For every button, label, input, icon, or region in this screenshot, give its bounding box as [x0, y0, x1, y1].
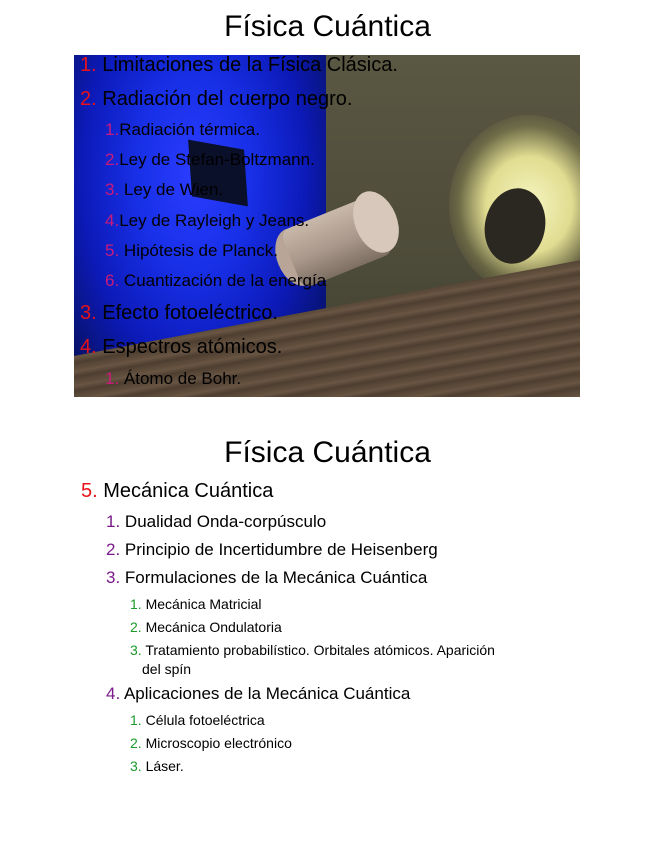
item-number: 6.	[105, 271, 120, 290]
outline-subitem	[105, 241, 278, 260]
item-number: 4.	[105, 211, 120, 230]
list-item	[130, 596, 262, 613]
item-text: Ley de Wien.	[119, 180, 224, 199]
item-number: 1.	[80, 54, 97, 76]
item-number: 3.	[130, 758, 142, 774]
item-text: del spín	[142, 661, 192, 677]
item-number: 3.	[106, 568, 121, 587]
item-text: Formulaciones de la Mecánica Cuántica	[120, 568, 428, 587]
item-number: 2.	[106, 540, 121, 559]
slide1-title: Física Cuántica	[224, 10, 431, 43]
item-text: Célula fotoeléctrica	[141, 712, 265, 728]
list-item	[106, 568, 427, 587]
item-number: 2.	[130, 735, 142, 751]
item-text: Mecánica Ondulatoria	[141, 619, 282, 635]
outline-subitem	[105, 180, 223, 199]
item-text: Cuantización de la energía	[119, 271, 327, 290]
item-number: 1.	[106, 512, 121, 531]
outline-subitem	[105, 271, 326, 290]
item-text: Hipótesis de Planck.	[119, 241, 278, 260]
item-text: Láser.	[141, 758, 184, 774]
outline-item	[80, 302, 278, 324]
item-text: Principio de Incertidumbre de Heisenberg	[120, 540, 438, 559]
item-text: Dualidad Onda-corpúsculo	[120, 512, 327, 531]
outline-subitem	[105, 120, 260, 139]
item-text: Espectros atómicos.	[96, 336, 283, 358]
item-text: Radiación del cuerpo negro.	[96, 88, 353, 110]
list-item	[130, 735, 292, 752]
item-number: 1.	[105, 369, 120, 388]
outline-subitem	[105, 369, 241, 388]
list-item	[106, 540, 438, 559]
item-number: 3.	[80, 302, 97, 324]
outline-item	[80, 336, 282, 358]
item-number: 1.	[130, 712, 142, 728]
item-text: Efecto fotoeléctrico.	[96, 302, 278, 324]
list-item	[106, 512, 326, 531]
item-text: Radiación térmica.	[119, 120, 260, 139]
outline-subitem	[105, 211, 309, 230]
list-item	[130, 642, 495, 659]
item-number: 3.	[130, 642, 142, 658]
outline-item	[80, 54, 398, 76]
item-text: Limitaciones de la Física Clásica.	[96, 54, 398, 76]
item-text: Microscopio electrónico	[141, 735, 292, 751]
item-text: Átomo de Bohr.	[119, 369, 242, 388]
slide2-title: Física Cuántica	[224, 436, 431, 469]
item-number: 2.	[80, 88, 97, 110]
item-number: 5.	[105, 241, 120, 260]
list-item	[130, 619, 282, 636]
list-item-continuation	[142, 661, 191, 678]
item-number: 4.	[80, 336, 97, 358]
item-text: Mecánica Matricial	[141, 596, 262, 612]
list-item	[130, 758, 184, 775]
item-number: 1.	[105, 120, 120, 139]
list-item	[81, 480, 273, 502]
item-number: 4.	[106, 684, 121, 703]
list-item	[106, 684, 410, 703]
item-number: 2.	[130, 619, 142, 635]
item-number: 3.	[105, 180, 120, 199]
item-number: 2.	[105, 150, 120, 169]
list-item	[130, 712, 265, 729]
item-number: 5.	[81, 480, 98, 502]
outline-item	[80, 88, 352, 110]
item-number: 1.	[130, 596, 142, 612]
item-text: Ley de Stefan-Boltzmann.	[119, 150, 315, 169]
outline-subitem	[105, 150, 315, 169]
item-text: Tratamiento probabilístico. Orbitales atómicos. Aparición	[141, 642, 495, 658]
item-text: Aplicaciones de la Mecánica Cuántica	[120, 684, 411, 703]
item-text: Mecánica Cuántica	[97, 480, 274, 502]
item-text: Ley de Rayleigh y Jeans.	[119, 211, 310, 230]
